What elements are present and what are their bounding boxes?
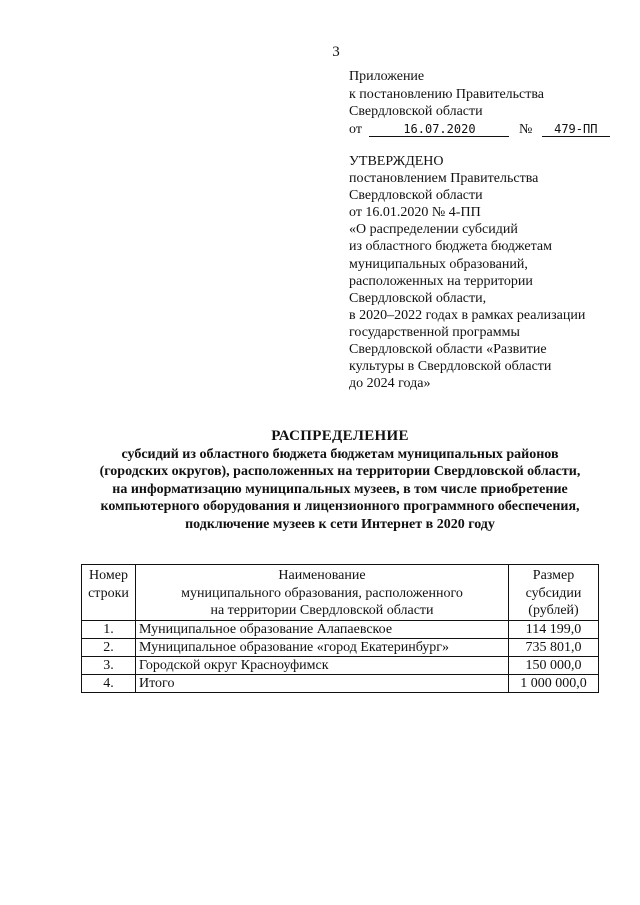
header-text: на территории Свердловской области bbox=[210, 603, 434, 618]
document-title bbox=[82, 428, 598, 534]
approved-line: культуры в Свердловской области bbox=[349, 359, 552, 375]
subsidy-table bbox=[81, 564, 599, 693]
approved-line: в 2020–2022 годах в рамках реализации bbox=[349, 307, 586, 323]
header-text: субсидии bbox=[525, 585, 582, 601]
header-text: Размер bbox=[532, 568, 575, 583]
row-number: 2. bbox=[82, 638, 136, 656]
subsidy-amount: 150 000,0 bbox=[509, 656, 599, 674]
resolution-number: 479-ПП bbox=[542, 122, 610, 137]
approved-block bbox=[349, 153, 585, 392]
title-line: на информатизацию муниципальных музеев, в том числе приобретение bbox=[112, 481, 568, 497]
row-number: 4. bbox=[82, 674, 136, 692]
approved-line: муниципальных образований, bbox=[349, 256, 528, 272]
number-prefix: № bbox=[518, 121, 533, 137]
approved-line: государственной программы bbox=[349, 324, 520, 340]
table-row bbox=[82, 656, 599, 674]
table-row bbox=[82, 638, 599, 656]
approved-line: постановлением Правительства bbox=[349, 171, 539, 187]
header-municipality-name bbox=[136, 565, 509, 621]
approved-line: «О распределении субсидий bbox=[349, 222, 518, 238]
header-text: Наименование bbox=[278, 568, 366, 583]
total-label: Итого bbox=[136, 674, 509, 692]
table-header-row bbox=[82, 565, 599, 621]
header-subsidy-amount bbox=[509, 565, 599, 621]
subsidy-amount: 735 801,0 bbox=[509, 638, 599, 656]
row-number: 1. bbox=[82, 620, 136, 638]
appendix-line: к постановлению Правительства bbox=[349, 86, 545, 102]
header-row-number bbox=[82, 565, 136, 621]
appendix-line: Приложение bbox=[349, 69, 425, 84]
title-line: компьютерного оборудования и лицензионного программного обеспечения, bbox=[100, 499, 580, 515]
table-row bbox=[82, 620, 599, 638]
header-text: муниципального образования, расположенного bbox=[181, 585, 463, 601]
title-line: (городских округов), расположенных на территории Свердловской области, bbox=[99, 464, 581, 480]
approved-line: Свердловской области «Развитие bbox=[349, 342, 547, 358]
title-line: субсидий из областного бюджета бюджетам муниципальных районов bbox=[121, 446, 559, 462]
subsidy-amount: 114 199,0 bbox=[509, 620, 599, 638]
resolution-date: 16.07.2020 bbox=[369, 122, 509, 137]
header-text: строки bbox=[88, 585, 129, 601]
total-amount: 1 000 000,0 bbox=[509, 674, 599, 692]
approved-line: Свердловской области bbox=[349, 188, 483, 204]
appendix-line: Свердловской области bbox=[349, 104, 483, 119]
approved-heading: УТВЕРЖДЕНО bbox=[349, 154, 444, 169]
approved-line: до 2024 года» bbox=[349, 376, 431, 392]
municipality-name: Муниципальное образование «город Екатеринбург» bbox=[136, 638, 509, 656]
approved-line: от 16.01.2020 № 4-ПП bbox=[349, 205, 481, 221]
approved-line: из областного бюджета бюджетам bbox=[349, 239, 552, 255]
page-number: 3 bbox=[332, 44, 340, 60]
municipality-name: Муниципальное образование Алапаевское bbox=[136, 620, 509, 638]
title-heading: РАСПРЕДЕЛЕНИЕ bbox=[271, 428, 409, 444]
header-text: Номер bbox=[89, 568, 128, 583]
approved-line: Свердловской области, bbox=[349, 290, 487, 306]
appendix-date-line bbox=[349, 121, 610, 139]
municipality-name: Городской округ Красноуфимск bbox=[136, 656, 509, 674]
title-line: подключение музеев к сети Интернет в 2020 году bbox=[185, 516, 495, 532]
header-text: (рублей) bbox=[528, 603, 579, 618]
appendix-block bbox=[349, 68, 610, 138]
row-number: 3. bbox=[82, 656, 136, 674]
approved-line: расположенных на территории bbox=[349, 273, 533, 289]
table-row-total bbox=[82, 674, 599, 692]
date-prefix: от bbox=[349, 121, 362, 137]
